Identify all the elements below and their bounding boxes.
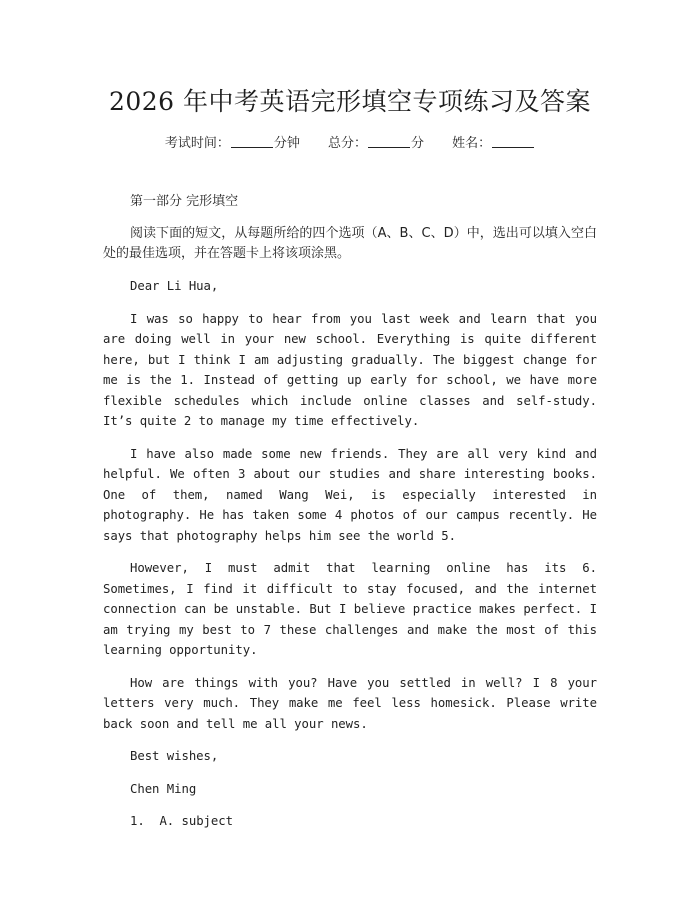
total-score-label: 总分： [327, 136, 367, 151]
letter-paragraph: How are things with you? Have you settled in well? I 8 your letters very much. They make me feel less homesick. Please write back soon and tell me all your news. [103, 675, 597, 731]
letter-greeting: Dear Li Hua, [130, 279, 219, 293]
exam-time-field [165, 136, 300, 151]
student-name-blank [492, 135, 534, 148]
section-heading: 第一部分 完形填空 [130, 194, 239, 209]
exam-time-unit: 分钟 [273, 136, 300, 151]
total-score-unit: 分 [411, 136, 425, 151]
letter-closing: Best wishes, [130, 749, 219, 763]
total-score-field [328, 136, 424, 151]
question-number: 1. [130, 814, 145, 828]
letter-signature: Chen Ming [130, 781, 197, 796]
letter-paragraph: However, I must admit that learning online has its 6. Sometimes, I find it difficult to stay focused, and the internet connection can be unstable. But I believe practice makes perfect. I am trying my best to 7 these challenges and make the most of this learning opportunity. [103, 561, 597, 657]
document-title: 2026 年中考英语完形填空专项练习及答案 [108, 87, 592, 116]
question-option: A. subject [159, 814, 233, 828]
question-item [103, 811, 597, 832]
exam-meta-line [0, 132, 700, 151]
total-score-blank [368, 135, 410, 148]
instructions: 阅读下面的短文，从每题所给的四个选项（A、B、C、D）中，选出可以填入空白处的最佳选项，并在答题卡上将该项涂黑。 [103, 226, 597, 261]
student-name-label: 姓名： [452, 136, 492, 151]
document-body [103, 192, 597, 832]
student-name-field [452, 136, 535, 151]
letter-paragraph: I have also made some new friends. They are all very kind and helpful. We often 3 about our studies and share interesting books. One of them, named Wang Wei, is especially interested in photography. He has taken some 4 photos of our campus recently. He says that photography helps him see the world 5. [103, 446, 597, 543]
exam-time-blank [231, 135, 273, 148]
exam-time-label: 考试时间： [164, 136, 230, 151]
letter-paragraph: I was so happy to hear from you last week and learn that you are doing well in your new school. Everything is quite different here, but I think I am adjusting gradually. The biggest change for me is the 1. Instead of getting up early for school, we have more flexible schedules which include online classes and self-study. It’s quite 2 to manage my time effectively. [103, 311, 597, 428]
